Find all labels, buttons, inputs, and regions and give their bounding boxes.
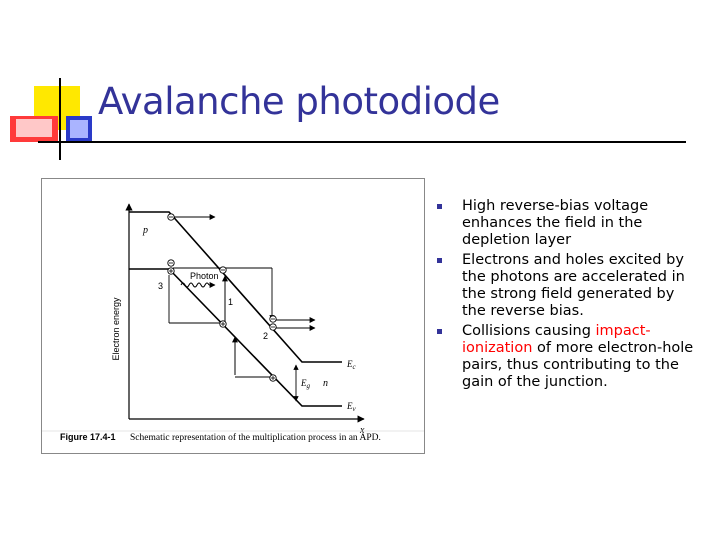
ec-label: $E_c$ [347,359,356,371]
bullet-highlight-term: impact-ionization [462,323,651,356]
ev-label: $E_v$ [347,401,356,413]
bullet-item [434,323,694,391]
bullet-text: Electrons and holes excited by the photons are accelerated in the strong field generated by the reverse bias. [462,252,685,319]
decor-vertical-line [59,78,61,160]
bullet-text-after: of more electron-hole pairs, thus contributing to the gain of the junction. [462,340,694,390]
step-1-label: 1 [228,297,234,307]
bullet-item [434,252,694,320]
figure-caption-number: Figure 17.4-1 [60,432,116,442]
bullet-text-before: Collisions causing [462,323,596,339]
bullet-list [434,198,694,394]
bullet-square-icon [437,329,442,334]
y-axis-label: Electron energy [111,297,121,361]
photon-label: Photon [190,271,219,281]
step-2-label: 2 [263,331,269,341]
bullet-text: High reverse-bias voltage enhances the field in the depletion layer [462,198,649,248]
figure-caption-text: Schematic representation of the multiplication process in an APD. [130,433,381,443]
p-region-label: p [143,225,148,236]
page-title: Avalanche photodiode [98,80,500,123]
band-diagram [42,179,424,453]
n-region-label: n [323,378,328,389]
decor-blue-square-inner [70,120,88,138]
bullet-square-icon [437,204,442,209]
bullet-square-icon [437,258,442,263]
bullet-item [434,198,694,249]
figure-panel [41,178,425,454]
step-3-label: 3 [158,281,164,291]
title-underline [38,141,686,143]
decor-red-square-inner [16,119,52,137]
x-axis-label: x [360,425,365,436]
eg-label: $E_g$ [301,378,310,390]
